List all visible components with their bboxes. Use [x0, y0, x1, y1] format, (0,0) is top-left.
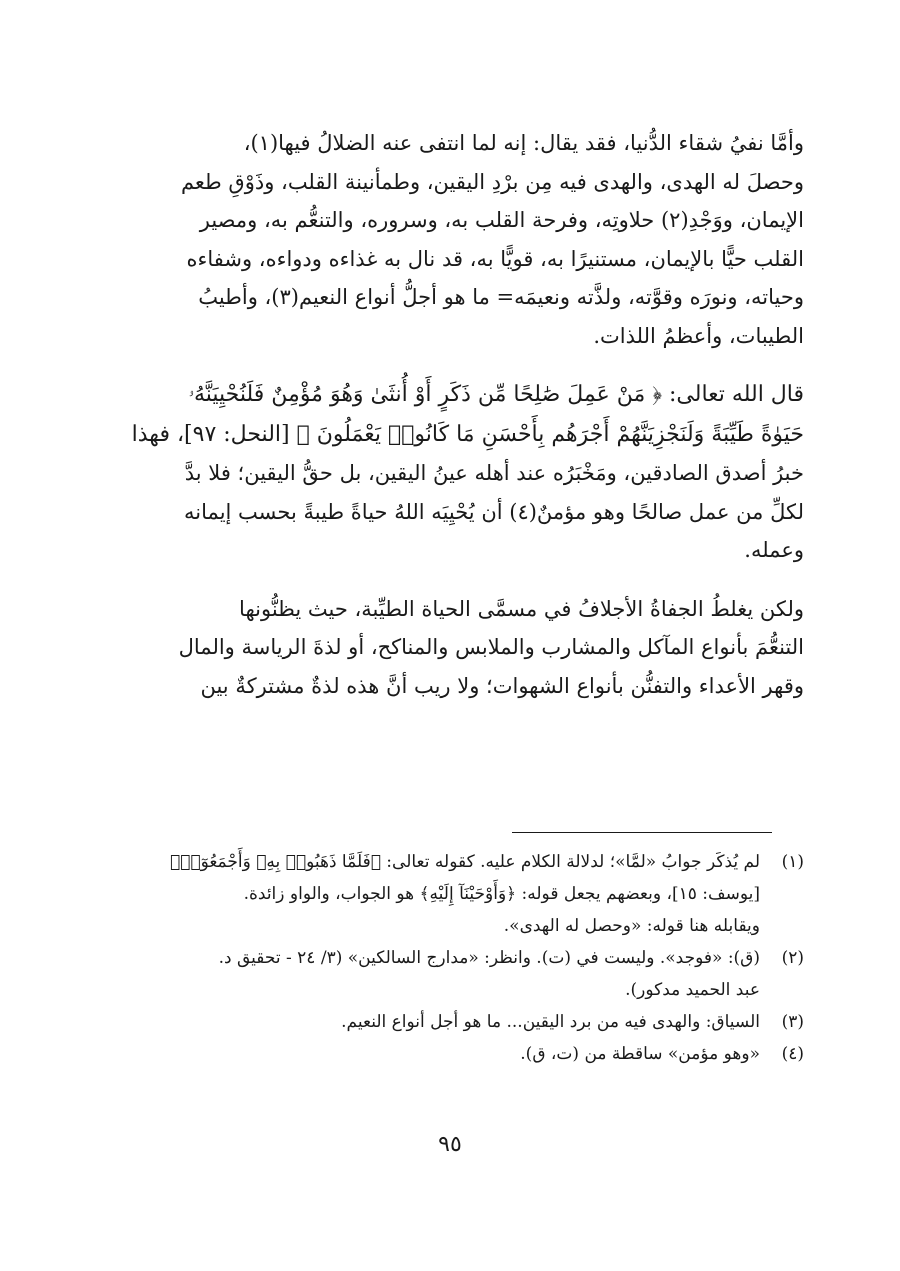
footnote-number: (٤)	[781, 1044, 804, 1064]
footnote-line: عبد الحميد مدكور).	[625, 980, 760, 1000]
footnote	[112, 1038, 804, 1070]
text-line: حَيَوٰةً طَيِّبَةً وَلَنَجْزِيَنَّهُمْ أَجْرَهُم بِأَحْسَنِ مَا كَانُوا۟ يَعْمَلُونَ ﴾ [النحل: ٩٧]، فهذا	[131, 421, 804, 447]
text-line: الإيمان، ووَجْدِ(٢) حلاوتِه، وفرحة القلب به، وسروره، والتنعُّم به، ومصير	[199, 208, 804, 232]
text-line: التنعُّمَ بأنواع المآكل والمشارب والملابس والمناكح، أو لذةَ الرياسة والمال	[178, 635, 804, 659]
footnote-line: «وهو مؤمن» ساقطة من (ت، ق).	[520, 1044, 760, 1064]
footnote	[112, 1006, 804, 1038]
text-line: الطيبات، وأعظمُ اللذات.	[593, 323, 804, 348]
text-line: القلب حيًّا بالإيمان، مستنيرًا به، قويًّا به، قد نال به غذاءه ودواءه، وشفاءه	[186, 246, 804, 271]
text-line: وأمَّا نفيُ شقاء الدُّنيا، فقد يقال: إنه لما انتفى عنه الضلالُ فيها(١)،	[243, 131, 804, 155]
footnote-line: [يوسف: ١٥]، وبعضهم يجعل قوله: ﴿وَأَوْحَيْنَآ إِلَيْهِ﴾ هو الجواب، والواو زائدة.	[243, 884, 760, 904]
footnote-line: (ق): «فوجد». وليست في (ت). وانظر: «مدارج السالكين» (٣/ ٢٤ - تحقيق د.	[218, 948, 760, 968]
paragraph	[112, 124, 804, 355]
footnote-line: ويقابله هنا قوله: «وحصل له الهدى».	[503, 916, 760, 936]
text-line: وحياته، ونورَه وقوَّته، ولذَّته ونعيمَه= ما هو أجلُّ أنواع النعيم(٣)، وأطيبُ	[198, 285, 804, 309]
text-line: خبرُ أصدق الصادقين، ومَخْبَرُه عند أهله عينُ اليقين، بل حقُّ اليقين؛ فلا بدَّ	[184, 461, 804, 485]
text-line: قال الله تعالى: ﴿ مَنْ عَمِلَ صَٰلِحًا مِّن ذَكَرٍ أَوْ أُنثَىٰ وَهُوَ مُؤْمِنٌ فَلَنُحْيِيَنَّهُۥ	[188, 382, 804, 407]
footnote	[112, 846, 804, 942]
paragraph	[112, 375, 804, 570]
footnotes	[112, 846, 804, 1070]
text-line: وحصلَ له الهدى، والهدى فيه مِن برْدِ اليقين، وطمأنينة القلب، وذَوْقِ طعم	[180, 169, 804, 194]
footnote-number: (١)	[781, 852, 804, 872]
footnote-text	[112, 1006, 760, 1038]
footnote-number: (٢)	[781, 948, 804, 968]
footnote-number: (٣)	[781, 1012, 804, 1032]
page-number: ٩٥	[438, 1132, 462, 1157]
text-line: لكلِّ من عمل صالحًا وهو مؤمنٌ(٤) أن يُحْيِيَه اللهُ حياةً طيبةً بحسب إيمانه	[184, 499, 804, 524]
main-text	[112, 124, 804, 705]
footnote-text	[112, 942, 760, 1006]
footnote-separator	[512, 832, 772, 833]
text-line: وعمله.	[744, 538, 804, 562]
footnote-text	[112, 1038, 760, 1070]
footnote-text	[112, 846, 760, 942]
text-line: ولكن يغلطُ الجفاةُ الأجلافُ في مسمَّى الحياة الطيِّبة، حيث يظنُّونها	[239, 596, 804, 621]
footnote-line: السياق: والهدى فيه من برد اليقين... ما هو أجل أنواع النعيم.	[341, 1012, 760, 1032]
footnote-line: لم يُذكَر جوابُ «لمَّا»؛ لدلالة الكلام عليه. كقوله تعالى: ﴿فَلَمَّا ذَهَبُوا۟ بِهِۦ وَأَجْمَعُوٓا۟﴾	[169, 852, 760, 872]
paragraph	[112, 590, 804, 706]
text-line: وقهر الأعداء والتفنُّن بأنواع الشهوات؛ ولا ريب أنَّ هذه لذةٌ مشتركةٌ بين	[200, 673, 804, 698]
footnote	[112, 942, 804, 1006]
